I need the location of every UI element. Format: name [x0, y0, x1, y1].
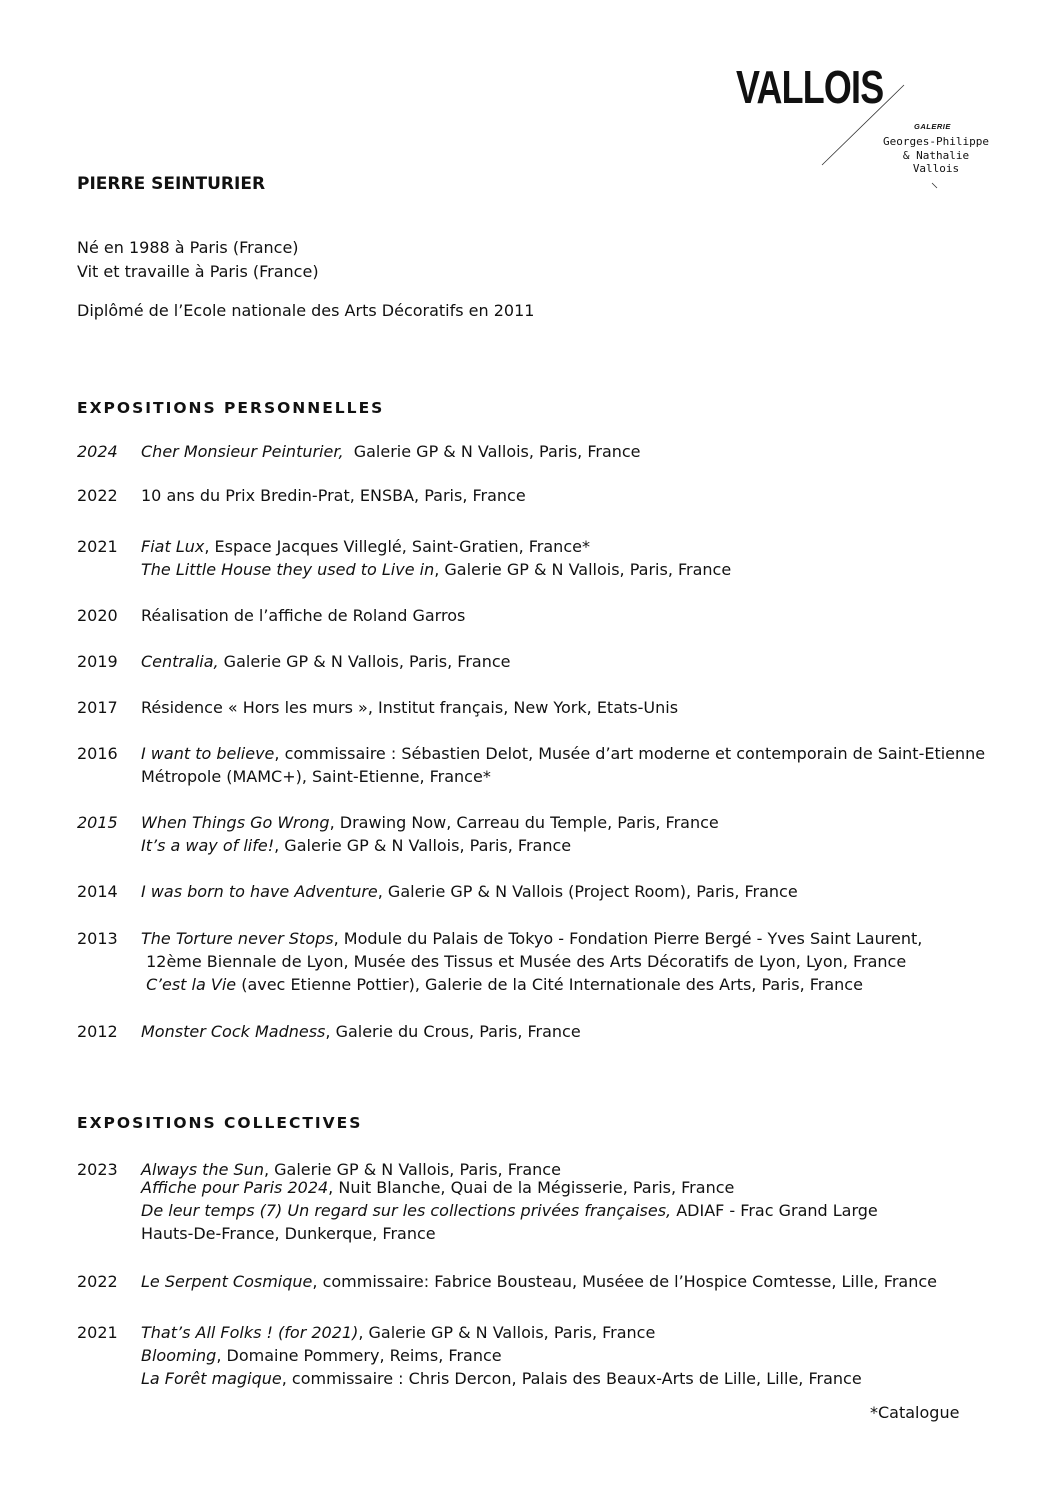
exhibition-title: It’s a way of life! — [141, 836, 275, 855]
exhibition-title: Blooming — [141, 1346, 217, 1365]
exhibition-line — [141, 535, 1058, 558]
exhibition-line — [141, 1158, 1058, 1179]
exhibition-line — [141, 558, 1058, 581]
exhibition-year: 2020 — [77, 606, 118, 625]
exhibition-details: , Galerie GP & N Vallois (Project Room), Paris, France — [377, 882, 798, 901]
exhibition-details: , Galerie GP & N Vallois, Paris, France — [263, 1160, 561, 1179]
catalogue-footnote: *Catalogue — [870, 1403, 960, 1422]
exhibition-details: , Galerie GP & N Vallois, Paris, France — [358, 1323, 656, 1342]
exhibition-year: 2024 — [77, 442, 118, 461]
exhibition-line — [141, 650, 1058, 673]
exhibition-title: De leur temps (7) Un regard sur les collections privées françaises, — [141, 1201, 672, 1220]
exhibition-title: Affiche pour Paris 2024 — [141, 1178, 329, 1197]
exhibition-lines — [141, 880, 1058, 903]
exhibition-line — [141, 1321, 1058, 1344]
exhibition-line — [141, 973, 1058, 996]
exhibition-details: , Module du Palais de Tokyo - Fondation Pierre Bergé - Yves Saint Laurent, — [333, 929, 923, 948]
exhibition-line — [141, 1367, 1058, 1390]
exhibition-year: 2016 — [77, 744, 118, 763]
exhibition-year: 2013 — [77, 929, 118, 948]
exhibition-details: , Domaine Pommery, Reims, France — [216, 1346, 502, 1365]
bio-born: Né en 1988 à Paris (France) — [77, 238, 299, 257]
exhibition-lines — [141, 1020, 1058, 1043]
exhibition-details: Résidence « Hors les murs », Institut français, New York, Etats-Unis — [141, 698, 679, 717]
exhibition-lines — [141, 484, 1058, 507]
exhibition-line — [141, 484, 1058, 507]
exhibition-title: Centralia, — [141, 652, 219, 671]
section-title-group: EXPOSITIONS COLLECTIVES — [77, 1114, 363, 1132]
exhibition-title: The Little House they used to Live in — [141, 560, 435, 579]
exhibition-title: Monster Cock Madness — [141, 1022, 326, 1041]
exhibition-line — [141, 440, 1058, 463]
exhibition-details: , Galerie du Crous, Paris, France — [325, 1022, 581, 1041]
exhibition-details: Galerie GP & N Vallois, Paris, France — [343, 442, 641, 461]
exhibition-year: 2019 — [77, 652, 118, 671]
exhibition-title: The Torture never Stops — [141, 929, 334, 948]
exhibition-details: 10 ans du Prix Bredin-Prat, ENSBA, Paris, France — [141, 486, 526, 505]
exhibition-line — [141, 1270, 1058, 1293]
exhibition-details: ADIAF - Frac Grand Large — [671, 1201, 878, 1220]
exhibition-line — [141, 1222, 1058, 1245]
exhibition-year: 2012 — [77, 1022, 118, 1041]
exhibition-title: That’s All Folks ! (for 2021) — [141, 1323, 359, 1342]
exhibition-details: , commissaire : Sébastien Delot, Musée d’art moderne et contemporain de Saint-Etienne — [274, 744, 986, 763]
exhibition-year: 2022 — [77, 486, 118, 505]
logo-galerie-label: GALERIE — [914, 122, 951, 131]
exhibition-lines — [141, 440, 1058, 463]
exhibition-details: 12ème Biennale de Lyon, Musée des Tissus et Musée des Arts Décoratifs de Lyon, Lyon, France — [141, 952, 907, 971]
logo-line-2: & Nathalie — [902, 149, 970, 162]
exhibition-line — [141, 1176, 1058, 1199]
exhibition-line — [141, 927, 1058, 950]
exhibition-year: 2014 — [77, 882, 118, 901]
logo-line-3: Vallois — [912, 162, 960, 175]
exhibition-lines — [141, 1158, 1058, 1245]
exhibition-details: , Galerie GP & N Vallois, Paris, France — [434, 560, 732, 579]
exhibition-lines — [141, 811, 1058, 857]
bio-lives: Vit et travaille à Paris (France) — [77, 262, 319, 281]
exhibition-line — [141, 811, 1058, 834]
exhibition-details: , Galerie GP & N Vallois, Paris, France — [274, 836, 572, 855]
exhibition-title: Always the Sun — [141, 1160, 264, 1179]
exhibition-year: 2022 — [77, 1272, 118, 1291]
exhibition-line — [141, 1020, 1058, 1043]
exhibition-title: Fiat Lux — [141, 537, 205, 556]
exhibition-title: I want to believe — [141, 744, 275, 763]
exhibition-title: C’est la Vie — [141, 975, 237, 994]
exhibition-line — [141, 742, 1058, 765]
exhibition-details: , commissaire : Chris Dercon, Palais des Beaux-Arts de Lille, Lille, France — [281, 1369, 862, 1388]
exhibition-line — [141, 696, 1058, 719]
exhibition-details: , Nuit Blanche, Quai de la Mégisserie, Paris, France — [328, 1178, 735, 1197]
exhibition-line — [141, 604, 1058, 627]
exhibition-details: Métropole (MAMC+), Saint-Etienne, France* — [141, 767, 491, 786]
exhibition-details: Réalisation de l’affiche de Roland Garros — [141, 606, 466, 625]
exhibition-line — [141, 950, 1058, 973]
gallery-logo — [736, 61, 996, 194]
section-title-solo: EXPOSITIONS PERSONNELLES — [77, 399, 385, 417]
exhibition-year: 2021 — [77, 1323, 118, 1342]
exhibition-details: Hauts-De-France, Dunkerque, France — [141, 1224, 436, 1243]
exhibition-lines — [141, 535, 1058, 581]
exhibition-year: 2021 — [77, 537, 118, 556]
exhibition-lines — [141, 927, 1058, 996]
exhibition-lines — [141, 1270, 1058, 1293]
exhibition-line — [141, 765, 1058, 788]
exhibition-line — [141, 1199, 1058, 1222]
exhibition-details: Galerie GP & N Vallois, Paris, France — [218, 652, 511, 671]
exhibition-lines — [141, 650, 1058, 673]
exhibition-lines — [141, 742, 1058, 788]
exhibition-lines — [141, 1321, 1058, 1390]
artist-name: PIERRE SEINTURIER — [77, 174, 266, 194]
exhibition-line — [141, 880, 1058, 903]
exhibition-title: When Things Go Wrong — [141, 813, 330, 832]
exhibition-details: (avec Etienne Pottier), Galerie de la Cité Internationale des Arts, Paris, France — [236, 975, 863, 994]
exhibition-title: I was born to have Adventure — [141, 882, 378, 901]
exhibition-details: , Espace Jacques Villeglé, Saint-Gratien, France* — [204, 537, 590, 556]
exhibition-year: 2017 — [77, 698, 118, 717]
exhibition-title: Le Serpent Cosmique — [141, 1272, 313, 1291]
exhibition-year: 2015 — [77, 813, 118, 832]
exhibition-title: La Forêt magique — [141, 1369, 282, 1388]
exhibition-title: Cher Monsieur Peinturier, — [141, 442, 344, 461]
exhibition-line — [141, 834, 1058, 857]
exhibition-details: , commissaire: Fabrice Bousteau, Muséee de l’Hospice Comtesse, Lille, France — [312, 1272, 937, 1291]
logo-wordmark: VALLOIS — [736, 61, 884, 113]
exhibition-line — [141, 1344, 1058, 1367]
exhibition-year: 2023 — [77, 1160, 118, 1179]
logo-line-1: Georges-Philippe — [883, 135, 989, 148]
bio-diploma: Diplômé de l’Ecole nationale des Arts Décoratifs en 2011 — [77, 301, 535, 320]
exhibition-details: , Drawing Now, Carreau du Temple, Paris, France — [329, 813, 719, 832]
exhibition-lines — [141, 696, 1058, 719]
exhibition-lines — [141, 604, 1058, 627]
